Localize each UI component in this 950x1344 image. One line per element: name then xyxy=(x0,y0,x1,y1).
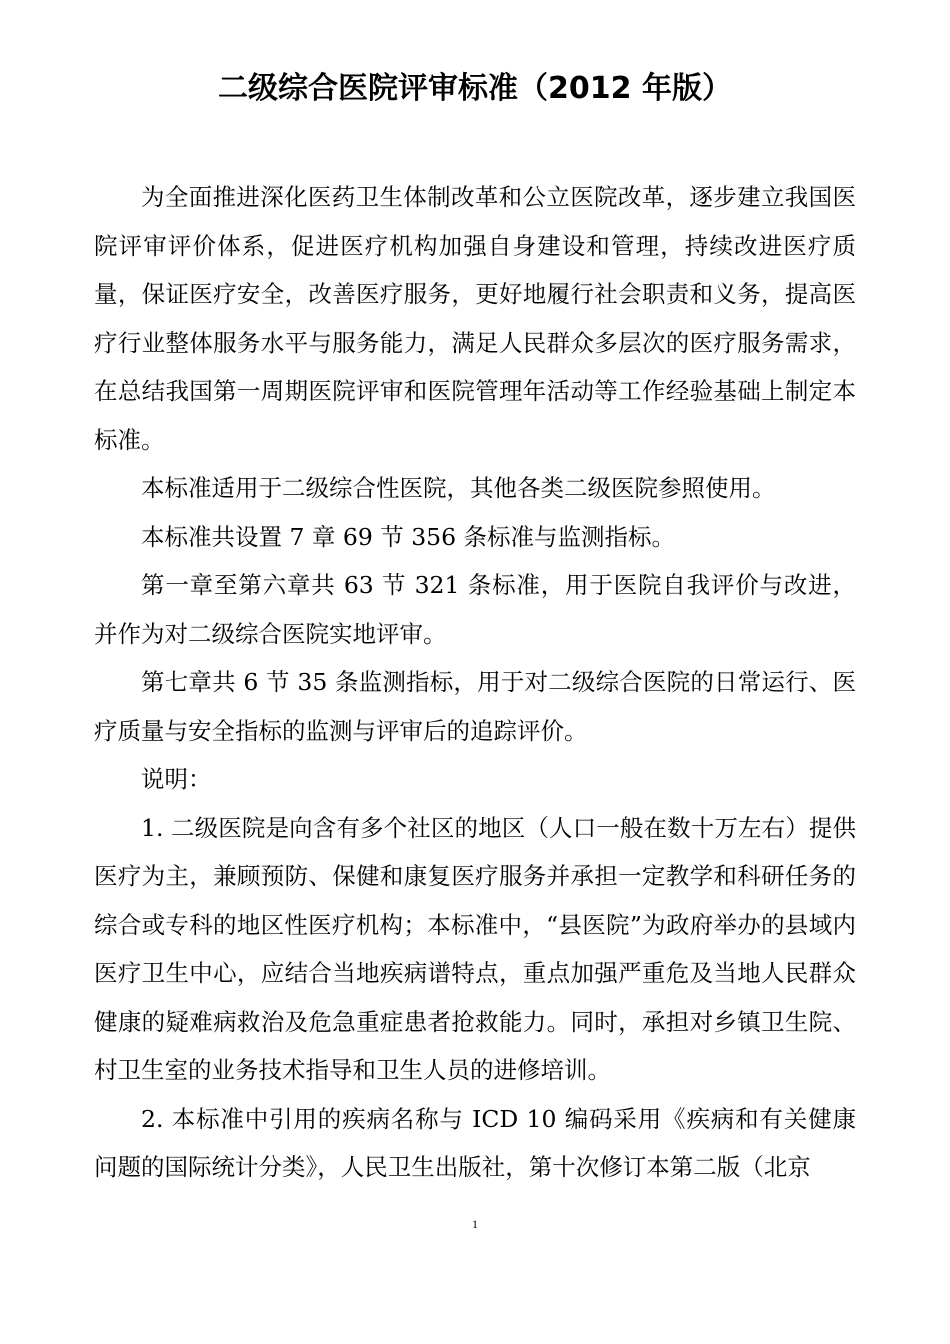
document-title: 二级综合医院评审标准（2012 年版） xyxy=(218,71,732,106)
page-number: 1 xyxy=(472,1217,478,1231)
paragraph-chapter-7: 第七章共 6 节 35 条监测指标，用于对二级综合医院的日常运行、医疗质量与安全指标的监测与评审后的追踪评价。 xyxy=(94,668,856,745)
paragraph-scope: 本标准适用于二级综合性医院，其他各类二级医院参照使用。 xyxy=(141,474,776,502)
document-body xyxy=(94,173,856,1192)
paragraph-note-2: 2. 本标准中引用的疾病名称与 ICD 10 编码采用《疾病和有关健康问题的国际统计分类》，人民卫生出版社，第十次修订本第二版（北京 xyxy=(94,1104,856,1181)
paragraph-structure: 本标准共设置 7 章 69 节 356 条标准与监测指标。 xyxy=(141,522,676,551)
paragraph-note-1: 1. 二级医院是向含有多个社区的地区（人口一般在数十万左右）提供医疗为主，兼顾预防、保健和康复医疗服务并承担一定教学和科研任务的综合或专科的地区性医疗机构；本标准中，“县医院”为政府举办的县域内医疗卫生中心，应结合当地疾病谱特点，重点加强严重危及当地人民群众健康的疑难病救治及危急重症患者抢救能力。同时，承担对乡镇卫生院、村卫生室的业务技术指导和卫生人员的进修培训。 xyxy=(94,813,856,1084)
paragraph-intro: 为全面推进深化医药卫生体制改革和公立医院改革，逐步建立我国医院评审评价体系，促进医疗机构加强自身建设和管理，持续改进医疗质量，保证医疗安全，改善医疗服务，更好地履行社会职责和义务，提高医疗行业整体服务水平与服务能力，满足人民群众多层次的医疗服务需求，在总结我国第一周期医院评审和医院管理年活动等工作经验基础上制定本标准。 xyxy=(94,183,856,454)
paragraph-notes-heading: 说明： xyxy=(141,765,212,793)
paragraph-chapters-1-6: 第一章至第六章共 63 节 321 条标准，用于医院自我评价与改进，并作为对二级综合医院实地评审。 xyxy=(94,571,856,648)
